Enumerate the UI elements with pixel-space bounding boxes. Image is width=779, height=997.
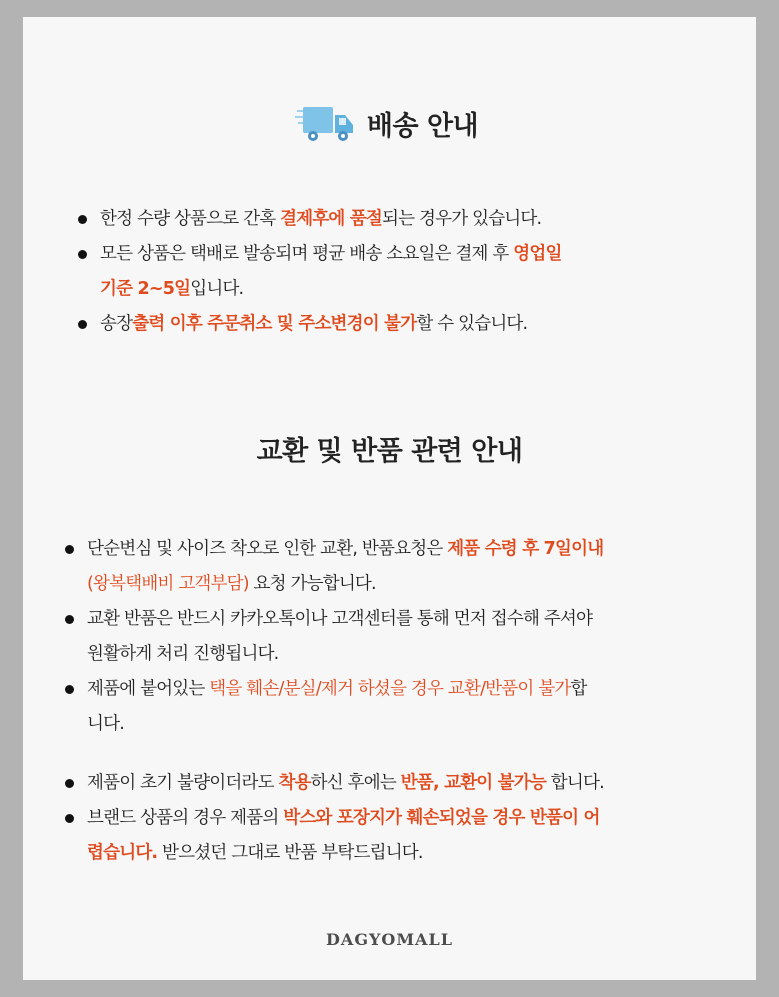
list-item: 제품에 붙어있는 택을 훼손/분실/제거 하셨을 경우 교환/반품이 불가합 니다. [65, 672, 745, 742]
shipping-title: 배송 안내 [366, 110, 479, 142]
truck-icon [295, 99, 357, 147]
list-item: 단순변심 및 사이즈 착오로 인한 교환, 반품요청은 제품 수령 후 7일이내 (왕복택배비 고객부담) 요청 가능합니다. [65, 532, 745, 602]
brand-logo: DAGYOMALL [326, 930, 453, 949]
list-item: 브랜드 상품의 경우 제품의 박스와 포장지가 훼손되었을 경우 반품이 어 렵습니다. 받으셨던 그대로 반품 부탁드립니다. [65, 801, 745, 871]
list-item: 모든 상품은 택배로 발송되며 평균 배송 소요일은 결제 후 영업일 기준 2~5일입니다. [78, 237, 718, 307]
exchange-title: 교환 및 반품 관련 안내 [256, 436, 523, 467]
list-item: 교환 반품은 반드시 카카오톡이나 고객센터를 통해 먼저 접수해 주셔야 원활하게 처리 진행됩니다. [65, 602, 745, 672]
shipping-header [23, 99, 756, 147]
list-item: 한정 수량 상품으로 간혹 결제후에 품절되는 경우가 있습니다. [78, 202, 718, 237]
list-item: 제품이 초기 불량이더라도 착용하신 후에는 반품, 교환이 불가능 합니다. [65, 766, 745, 801]
shipping-list [78, 202, 718, 342]
list-item: 송장출력 이후 주문취소 및 주소변경이 불가할 수 있습니다. [78, 307, 718, 342]
notice-card [23, 17, 756, 980]
exchange-list-2 [65, 766, 745, 871]
exchange-list [65, 532, 745, 742]
